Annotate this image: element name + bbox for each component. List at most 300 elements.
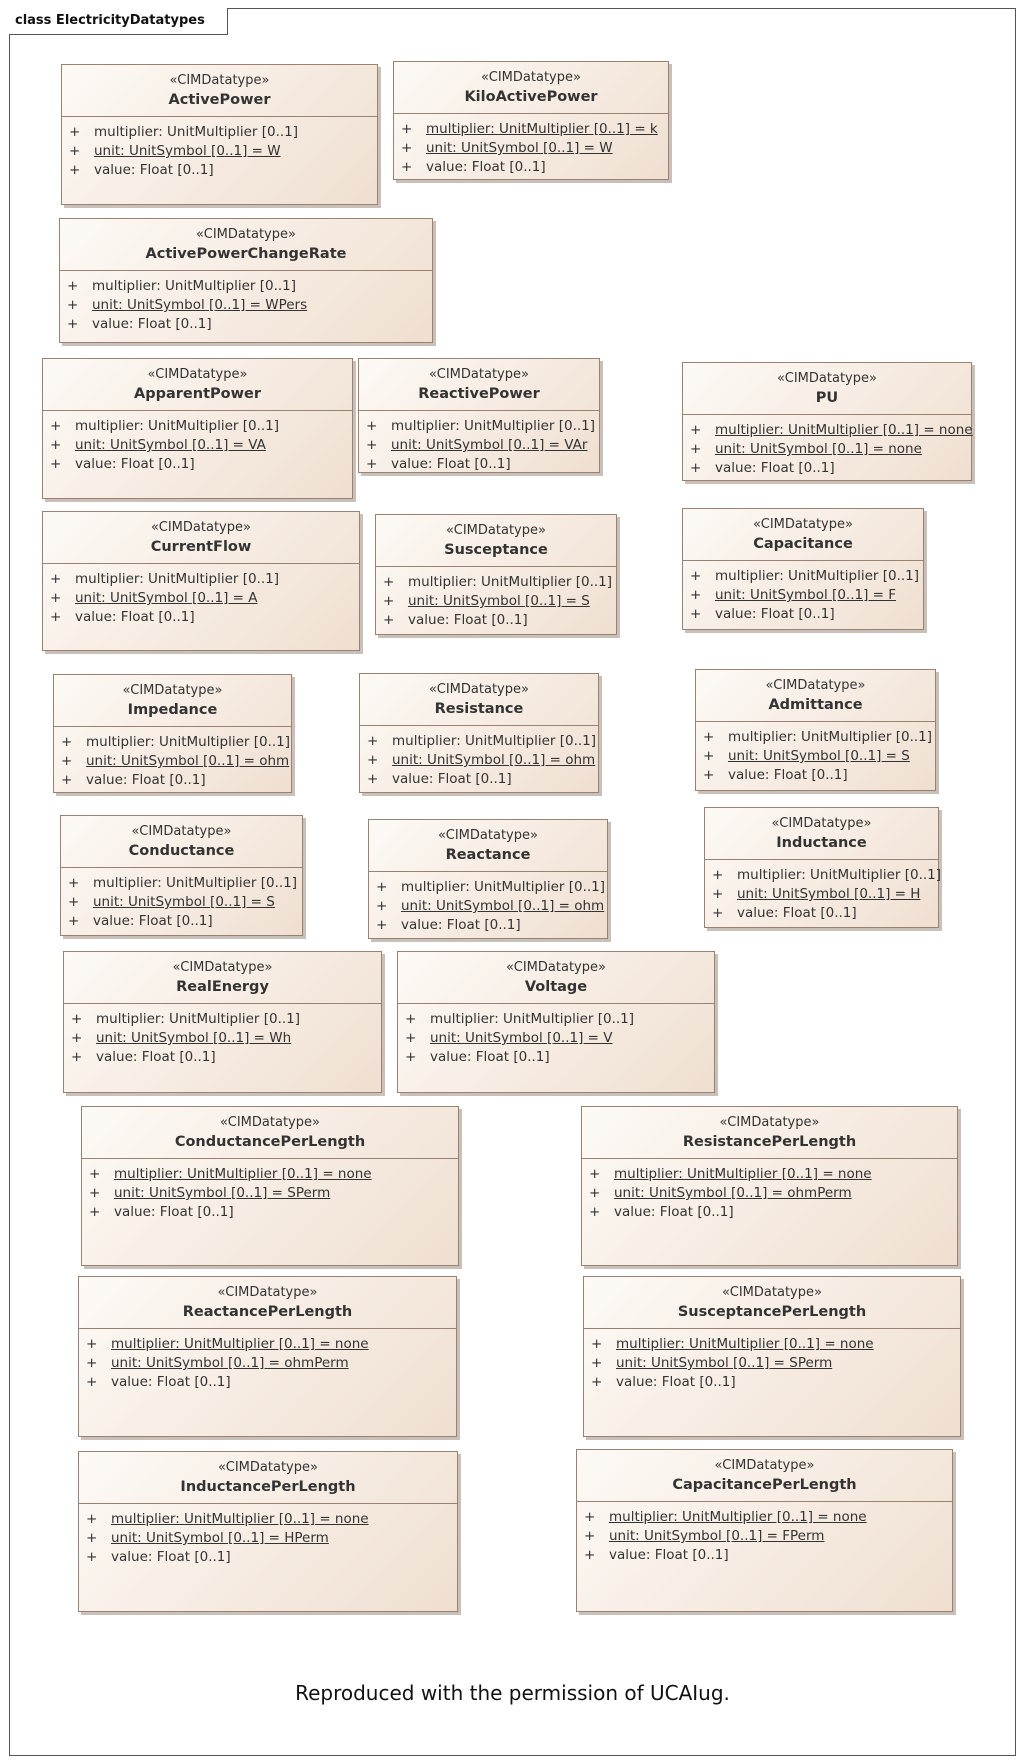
attribute-row bbox=[79, 1335, 456, 1354]
class-header bbox=[683, 509, 923, 561]
public-visibility-icon: + bbox=[50, 418, 62, 434]
class-active-power-change-rate[interactable] bbox=[59, 218, 433, 343]
attribute-list bbox=[62, 117, 377, 180]
attribute-text: value: Float [0..1] bbox=[715, 606, 835, 622]
class-name: PU bbox=[815, 390, 839, 406]
public-visibility-icon: + bbox=[366, 437, 378, 453]
public-visibility-icon: + bbox=[50, 590, 62, 606]
attribute-row bbox=[394, 139, 668, 158]
attribute-list bbox=[359, 411, 599, 474]
attribute-row bbox=[43, 455, 352, 474]
attribute-row bbox=[62, 142, 377, 161]
class-current-flow[interactable] bbox=[42, 511, 360, 651]
stereotype-label: «CIMDatatype» bbox=[122, 683, 223, 698]
class-voltage[interactable] bbox=[397, 951, 715, 1093]
attribute-text: value: Float [0..1] bbox=[426, 159, 546, 175]
attribute-text: value: Float [0..1] bbox=[614, 1204, 734, 1220]
public-visibility-icon: + bbox=[690, 606, 702, 622]
attribute-row bbox=[696, 766, 935, 785]
public-visibility-icon: + bbox=[366, 418, 378, 434]
attribute-text: multiplier: UnitMultiplier [0..1] = none bbox=[114, 1166, 372, 1182]
attribute-list bbox=[54, 727, 291, 790]
attribute-text: multiplier: UnitMultiplier [0..1] bbox=[715, 568, 920, 584]
attribute-row bbox=[376, 573, 616, 592]
class-active-power[interactable] bbox=[61, 64, 378, 205]
stereotype-label: «CIMDatatype» bbox=[777, 371, 877, 386]
attribute-row bbox=[398, 1048, 714, 1067]
attribute-text: multiplier: UnitMultiplier [0..1] = none bbox=[111, 1336, 369, 1352]
attribute-text: unit: UnitSymbol [0..1] = WPers bbox=[92, 297, 308, 313]
class-name: RealEnergy bbox=[176, 979, 269, 995]
attribute-row bbox=[577, 1508, 952, 1527]
stereotype-label: «CIMDatatype» bbox=[771, 816, 872, 831]
attribute-row bbox=[43, 608, 359, 627]
class-apparent-power[interactable] bbox=[42, 358, 353, 499]
class-header bbox=[584, 1277, 960, 1329]
attribute-text: value: Float [0..1] bbox=[94, 162, 214, 178]
class-header bbox=[394, 62, 668, 114]
class-name: Impedance bbox=[127, 702, 218, 718]
attribute-row bbox=[61, 912, 302, 931]
attribute-text: multiplier: UnitMultiplier [0..1] bbox=[430, 1011, 635, 1027]
attribute-text: multiplier: UnitMultiplier [0..1] = none bbox=[715, 422, 973, 438]
attribute-text: value: Float [0..1] bbox=[430, 1049, 550, 1065]
public-visibility-icon: + bbox=[584, 1547, 596, 1563]
attribute-list bbox=[369, 872, 607, 935]
public-visibility-icon: + bbox=[69, 162, 81, 178]
attribute-row bbox=[376, 611, 616, 630]
class-header bbox=[43, 512, 359, 564]
class-header bbox=[60, 219, 432, 271]
attribute-row bbox=[683, 459, 971, 478]
attribute-text: unit: UnitSymbol [0..1] = VAr bbox=[391, 437, 588, 453]
attribute-row bbox=[582, 1203, 957, 1222]
attribute-row bbox=[359, 436, 599, 455]
attribute-row bbox=[376, 592, 616, 611]
attribute-text: unit: UnitSymbol [0..1] = S bbox=[408, 593, 590, 609]
public-visibility-icon: + bbox=[591, 1374, 603, 1390]
public-visibility-icon: + bbox=[61, 734, 73, 750]
attribute-text: value: Float [0..1] bbox=[92, 316, 212, 332]
public-visibility-icon: + bbox=[690, 460, 702, 476]
attribute-row bbox=[54, 752, 291, 771]
attribute-row bbox=[584, 1335, 960, 1354]
attribute-text: multiplier: UnitMultiplier [0..1] = none bbox=[111, 1511, 369, 1527]
attribute-text: multiplier: UnitMultiplier [0..1] bbox=[392, 733, 597, 749]
stereotype-label: «CIMDatatype» bbox=[429, 682, 529, 697]
attribute-list bbox=[79, 1329, 456, 1392]
attribute-list bbox=[60, 271, 432, 334]
public-visibility-icon: + bbox=[71, 1030, 83, 1046]
attribute-list bbox=[582, 1159, 957, 1222]
attribute-text: value: Float [0..1] bbox=[93, 913, 213, 929]
attribute-row bbox=[54, 771, 291, 790]
class-name: SusceptancePerLength bbox=[677, 1304, 867, 1320]
stereotype-label: «CIMDatatype» bbox=[151, 520, 251, 535]
public-visibility-icon: + bbox=[71, 1011, 83, 1027]
class-name: CurrentFlow bbox=[150, 539, 252, 555]
attribute-row bbox=[60, 296, 432, 315]
public-visibility-icon: + bbox=[67, 297, 79, 313]
attribute-text: multiplier: UnitMultiplier [0..1] bbox=[94, 124, 299, 140]
attribute-text: value: Float [0..1] bbox=[391, 456, 511, 472]
stereotype-label: «CIMDatatype» bbox=[220, 1115, 320, 1130]
class-reactive-power[interactable] bbox=[358, 358, 600, 473]
public-visibility-icon: + bbox=[376, 879, 388, 895]
stereotype-label: «CIMDatatype» bbox=[714, 1458, 815, 1473]
class-name: ApparentPower bbox=[134, 386, 261, 402]
class-name: ActivePowerChangeRate bbox=[145, 246, 347, 262]
attribute-row bbox=[43, 436, 352, 455]
class-header bbox=[705, 808, 938, 860]
public-visibility-icon: + bbox=[401, 159, 413, 175]
attribute-row bbox=[64, 1048, 381, 1067]
attribute-row bbox=[60, 315, 432, 334]
public-visibility-icon: + bbox=[50, 437, 62, 453]
class-inductance-per-length[interactable] bbox=[78, 1451, 458, 1612]
class-header bbox=[398, 952, 714, 1004]
attribute-list bbox=[683, 561, 923, 624]
class-conductance[interactable] bbox=[60, 815, 303, 936]
attribute-text: value: Float [0..1] bbox=[737, 905, 857, 921]
class-name: CapacitancePerLength bbox=[672, 1477, 857, 1493]
stereotype-label: «CIMDatatype» bbox=[147, 367, 248, 382]
attribute-row bbox=[61, 893, 302, 912]
class-header bbox=[683, 363, 971, 415]
class-conductance-per-length[interactable] bbox=[81, 1106, 459, 1266]
attribute-list bbox=[360, 726, 598, 789]
footer-note: Reproduced with the permission of UCAIug. bbox=[295, 1681, 730, 1705]
attribute-text: unit: UnitSymbol [0..1] = S bbox=[93, 894, 275, 910]
class-header bbox=[64, 952, 381, 1004]
attribute-list bbox=[376, 567, 616, 630]
public-visibility-icon: + bbox=[367, 752, 379, 768]
public-visibility-icon: + bbox=[383, 593, 395, 609]
class-name: InductancePerLength bbox=[180, 1479, 356, 1495]
public-visibility-icon: + bbox=[67, 316, 79, 332]
class-name: ReactivePower bbox=[418, 386, 540, 402]
class-real-energy[interactable] bbox=[63, 951, 382, 1093]
stereotype-label: «CIMDatatype» bbox=[172, 960, 273, 975]
stereotype-label: «CIMDatatype» bbox=[722, 1285, 822, 1300]
stereotype-label: «CIMDatatype» bbox=[446, 523, 546, 538]
attribute-text: multiplier: UnitMultiplier [0..1] = none bbox=[616, 1336, 874, 1352]
attribute-row bbox=[61, 874, 302, 893]
attribute-text: multiplier: UnitMultiplier [0..1] bbox=[737, 867, 942, 883]
attribute-text: value: Float [0..1] bbox=[392, 771, 512, 787]
attribute-list bbox=[79, 1504, 457, 1567]
attribute-row bbox=[398, 1029, 714, 1048]
class-header bbox=[376, 515, 616, 567]
public-visibility-icon: + bbox=[591, 1336, 603, 1352]
public-visibility-icon: + bbox=[67, 278, 79, 294]
class-header bbox=[696, 670, 935, 722]
public-visibility-icon: + bbox=[589, 1166, 601, 1182]
attribute-row bbox=[43, 570, 359, 589]
class-header bbox=[577, 1450, 952, 1502]
class-header bbox=[61, 816, 302, 868]
class-name: Susceptance bbox=[444, 542, 548, 558]
class-pu[interactable] bbox=[682, 362, 972, 481]
attribute-text: multiplier: UnitMultiplier [0..1] bbox=[92, 278, 297, 294]
class-name: Capacitance bbox=[753, 536, 853, 552]
attribute-row bbox=[62, 161, 377, 180]
attribute-text: value: Float [0..1] bbox=[728, 767, 848, 783]
public-visibility-icon: + bbox=[690, 587, 702, 603]
stereotype-label: «CIMDatatype» bbox=[217, 1285, 318, 1300]
public-visibility-icon: + bbox=[690, 568, 702, 584]
attribute-list bbox=[398, 1004, 714, 1067]
class-admittance[interactable] bbox=[695, 669, 936, 791]
attribute-row bbox=[577, 1527, 952, 1546]
attribute-text: value: Float [0..1] bbox=[408, 612, 528, 628]
public-visibility-icon: + bbox=[68, 894, 80, 910]
attribute-row bbox=[683, 567, 923, 586]
attribute-row bbox=[584, 1354, 960, 1373]
attribute-text: unit: UnitSymbol [0..1] = A bbox=[75, 590, 258, 606]
attribute-text: unit: UnitSymbol [0..1] = SPerm bbox=[616, 1355, 833, 1371]
attribute-row bbox=[360, 732, 598, 751]
public-visibility-icon: + bbox=[401, 121, 413, 137]
class-reactance[interactable] bbox=[368, 819, 608, 939]
class-name: KiloActivePower bbox=[464, 89, 598, 105]
attribute-row bbox=[43, 589, 359, 608]
attribute-text: multiplier: UnitMultiplier [0..1] bbox=[728, 729, 933, 745]
attribute-text: unit: UnitSymbol [0..1] = V bbox=[430, 1030, 613, 1046]
public-visibility-icon: + bbox=[690, 422, 702, 438]
public-visibility-icon: + bbox=[405, 1049, 417, 1065]
public-visibility-icon: + bbox=[89, 1166, 101, 1182]
attribute-text: unit: UnitSymbol [0..1] = ohm bbox=[86, 753, 290, 769]
public-visibility-icon: + bbox=[405, 1030, 417, 1046]
stereotype-label: «CIMDatatype» bbox=[218, 1460, 318, 1475]
public-visibility-icon: + bbox=[50, 456, 62, 472]
class-capacitance[interactable] bbox=[682, 508, 924, 630]
attribute-row bbox=[683, 421, 971, 440]
public-visibility-icon: + bbox=[712, 886, 724, 902]
public-visibility-icon: + bbox=[68, 913, 80, 929]
public-visibility-icon: + bbox=[584, 1528, 596, 1544]
attribute-row bbox=[584, 1373, 960, 1392]
attribute-row bbox=[360, 751, 598, 770]
class-capacitance-per-length[interactable] bbox=[576, 1449, 953, 1612]
class-header bbox=[43, 359, 352, 411]
attribute-text: multiplier: UnitMultiplier [0..1] = none bbox=[614, 1166, 872, 1182]
public-visibility-icon: + bbox=[86, 1511, 98, 1527]
attribute-list bbox=[61, 868, 302, 931]
stereotype-label: «CIMDatatype» bbox=[429, 367, 529, 382]
class-impedance[interactable] bbox=[53, 674, 292, 793]
public-visibility-icon: + bbox=[89, 1204, 101, 1220]
attribute-text: unit: UnitSymbol [0..1] = HPerm bbox=[111, 1530, 329, 1546]
attribute-text: unit: UnitSymbol [0..1] = ohm bbox=[401, 898, 605, 914]
attribute-text: value: Float [0..1] bbox=[609, 1547, 729, 1563]
attribute-row bbox=[398, 1010, 714, 1029]
attribute-text: value: Float [0..1] bbox=[114, 1204, 234, 1220]
attribute-row bbox=[394, 158, 668, 177]
class-header bbox=[79, 1277, 456, 1329]
class-header bbox=[79, 1452, 457, 1504]
attribute-row bbox=[79, 1373, 456, 1392]
attribute-row bbox=[82, 1184, 458, 1203]
public-visibility-icon: + bbox=[61, 772, 73, 788]
attribute-text: unit: UnitSymbol [0..1] = ohmPerm bbox=[614, 1185, 852, 1201]
attribute-list bbox=[394, 114, 668, 177]
attribute-text: multiplier: UnitMultiplier [0..1] bbox=[391, 418, 596, 434]
public-visibility-icon: + bbox=[367, 771, 379, 787]
class-name: Resistance bbox=[434, 701, 524, 717]
attribute-list bbox=[82, 1159, 458, 1222]
attribute-row bbox=[577, 1546, 952, 1565]
attribute-text: multiplier: UnitMultiplier [0..1] bbox=[93, 875, 298, 891]
attribute-row bbox=[64, 1010, 381, 1029]
attribute-text: unit: UnitSymbol [0..1] = F bbox=[715, 587, 897, 603]
attribute-text: value: Float [0..1] bbox=[86, 772, 206, 788]
attribute-list bbox=[683, 415, 971, 478]
public-visibility-icon: + bbox=[591, 1355, 603, 1371]
class-name: ConductancePerLength bbox=[174, 1134, 366, 1150]
public-visibility-icon: + bbox=[69, 143, 81, 159]
attribute-text: multiplier: UnitMultiplier [0..1] = k bbox=[426, 121, 658, 137]
public-visibility-icon: + bbox=[366, 456, 378, 472]
public-visibility-icon: + bbox=[712, 905, 724, 921]
class-header bbox=[62, 65, 377, 117]
public-visibility-icon: + bbox=[69, 124, 81, 140]
attribute-text: unit: UnitSymbol [0..1] = none bbox=[715, 441, 922, 457]
class-name: Voltage bbox=[524, 979, 588, 995]
attribute-text: value: Float [0..1] bbox=[111, 1374, 231, 1390]
class-header bbox=[369, 820, 607, 872]
attribute-text: value: Float [0..1] bbox=[111, 1549, 231, 1565]
attribute-row bbox=[705, 885, 938, 904]
class-resistance[interactable] bbox=[359, 673, 599, 793]
attribute-row bbox=[696, 747, 935, 766]
attribute-text: value: Float [0..1] bbox=[96, 1049, 216, 1065]
public-visibility-icon: + bbox=[68, 875, 80, 891]
public-visibility-icon: + bbox=[703, 729, 715, 745]
attribute-list bbox=[705, 860, 942, 923]
attribute-row bbox=[79, 1510, 457, 1529]
class-header bbox=[54, 675, 291, 727]
attribute-text: unit: UnitSymbol [0..1] = SPerm bbox=[114, 1185, 331, 1201]
attribute-list bbox=[43, 411, 352, 474]
attribute-row bbox=[369, 897, 607, 916]
public-visibility-icon: + bbox=[405, 1011, 417, 1027]
public-visibility-icon: + bbox=[383, 612, 395, 628]
stereotype-label: «CIMDatatype» bbox=[169, 73, 270, 88]
attribute-text: unit: UnitSymbol [0..1] = W bbox=[94, 143, 281, 159]
stereotype-label: «CIMDatatype» bbox=[719, 1115, 820, 1130]
attribute-text: unit: UnitSymbol [0..1] = H bbox=[737, 886, 921, 902]
public-visibility-icon: + bbox=[86, 1355, 98, 1371]
public-visibility-icon: + bbox=[703, 748, 715, 764]
class-name: Conductance bbox=[128, 843, 235, 859]
attribute-text: multiplier: UnitMultiplier [0..1] bbox=[401, 879, 606, 895]
class-name: Inductance bbox=[776, 835, 867, 851]
attribute-text: unit: UnitSymbol [0..1] = W bbox=[426, 140, 613, 156]
attribute-row bbox=[79, 1354, 456, 1373]
attribute-text: multiplier: UnitMultiplier [0..1] = none bbox=[609, 1509, 867, 1525]
class-resistance-per-length[interactable] bbox=[581, 1106, 958, 1266]
public-visibility-icon: + bbox=[50, 609, 62, 625]
attribute-text: unit: UnitSymbol [0..1] = ohmPerm bbox=[111, 1355, 349, 1371]
attribute-text: multiplier: UnitMultiplier [0..1] bbox=[75, 571, 280, 587]
public-visibility-icon: + bbox=[690, 441, 702, 457]
public-visibility-icon: + bbox=[86, 1530, 98, 1546]
class-header bbox=[360, 674, 598, 726]
public-visibility-icon: + bbox=[71, 1049, 83, 1065]
attribute-row bbox=[582, 1184, 957, 1203]
attribute-list bbox=[584, 1329, 960, 1392]
public-visibility-icon: + bbox=[376, 917, 388, 933]
attribute-list bbox=[64, 1004, 381, 1067]
class-header bbox=[582, 1107, 957, 1159]
attribute-list bbox=[696, 722, 935, 785]
stereotype-label: «CIMDatatype» bbox=[481, 70, 581, 85]
public-visibility-icon: + bbox=[376, 898, 388, 914]
class-name: Admittance bbox=[768, 697, 863, 713]
attribute-row bbox=[369, 878, 607, 897]
public-visibility-icon: + bbox=[89, 1185, 101, 1201]
attribute-row bbox=[360, 770, 598, 789]
class-name: ReactancePerLength bbox=[182, 1304, 353, 1320]
attribute-row bbox=[705, 866, 942, 885]
attribute-row bbox=[683, 440, 971, 459]
class-reactance-per-length[interactable] bbox=[78, 1276, 457, 1437]
attribute-text: value: Float [0..1] bbox=[715, 460, 835, 476]
attribute-row bbox=[82, 1165, 458, 1184]
stereotype-label: «CIMDatatype» bbox=[131, 824, 232, 839]
public-visibility-icon: + bbox=[61, 753, 73, 769]
stereotype-label: «CIMDatatype» bbox=[765, 678, 866, 693]
class-name: Reactance bbox=[445, 847, 531, 863]
stereotype-label: «CIMDatatype» bbox=[196, 227, 296, 242]
public-visibility-icon: + bbox=[86, 1549, 98, 1565]
public-visibility-icon: + bbox=[50, 571, 62, 587]
attribute-text: value: Float [0..1] bbox=[616, 1374, 736, 1390]
stereotype-label: «CIMDatatype» bbox=[506, 960, 606, 975]
attribute-text: unit: UnitSymbol [0..1] = FPerm bbox=[609, 1528, 825, 1544]
class-header bbox=[359, 359, 599, 411]
public-visibility-icon: + bbox=[703, 767, 715, 783]
attribute-row bbox=[683, 586, 923, 605]
attribute-row bbox=[79, 1529, 457, 1548]
attribute-text: value: Float [0..1] bbox=[401, 917, 521, 933]
attribute-list bbox=[43, 564, 359, 627]
stereotype-label: «CIMDatatype» bbox=[438, 828, 538, 843]
public-visibility-icon: + bbox=[383, 574, 395, 590]
attribute-row bbox=[369, 916, 607, 935]
public-visibility-icon: + bbox=[589, 1185, 601, 1201]
attribute-row bbox=[64, 1029, 381, 1048]
class-kilo-active-power[interactable] bbox=[393, 61, 669, 180]
attribute-row bbox=[582, 1165, 957, 1184]
class-header bbox=[82, 1107, 458, 1159]
attribute-text: unit: UnitSymbol [0..1] = ohm bbox=[392, 752, 596, 768]
attribute-text: multiplier: UnitMultiplier [0..1] bbox=[86, 734, 291, 750]
class-inductance[interactable] bbox=[704, 807, 942, 928]
class-susceptance-per-length[interactable] bbox=[583, 1276, 961, 1437]
attribute-row bbox=[359, 417, 599, 436]
attribute-row bbox=[359, 455, 599, 474]
class-susceptance[interactable] bbox=[375, 514, 617, 635]
attribute-row bbox=[60, 277, 432, 296]
public-visibility-icon: + bbox=[86, 1336, 98, 1352]
class-name: ActivePower bbox=[168, 92, 271, 108]
public-visibility-icon: + bbox=[712, 867, 724, 883]
attribute-text: multiplier: UnitMultiplier [0..1] bbox=[408, 574, 613, 590]
attribute-row bbox=[696, 728, 935, 747]
